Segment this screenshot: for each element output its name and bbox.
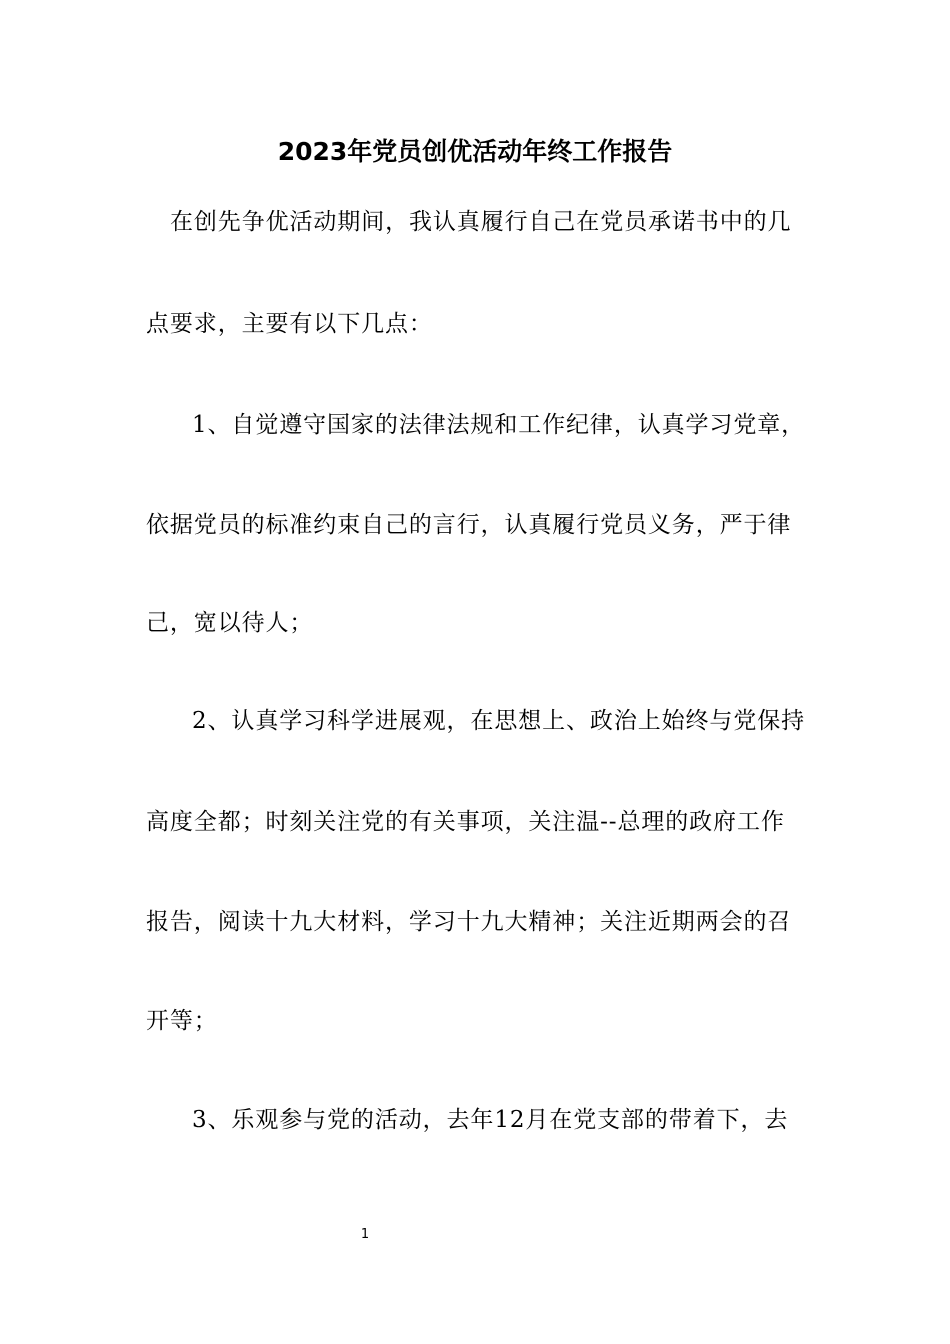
paragraph-line-3: 1、自觉遵守国家的法律法规和工作纪律，认真学习党章，: [192, 412, 806, 438]
document-title: 2023年党员创优活动年终工作报告: [277, 137, 673, 166]
paragraph-line-2: 点要求，主要有以下几点：: [146, 311, 433, 337]
paragraph-line-1: 在创先争优活动期间，我认真履行自己在党员承诺书中的几: [170, 209, 792, 235]
paragraph-line-7: 高度全都；时刻关注党的有关事项，关注温--总理的政府工作: [146, 809, 785, 835]
page-number: 1: [360, 1227, 370, 1242]
paragraph-line-9: 开等；: [146, 1008, 218, 1034]
paragraph-line-5: 己，宽以待人；: [146, 610, 314, 636]
paragraph-line-6: 2、认真学习科学进展观，在思想上、政治上始终与党保持: [192, 708, 806, 734]
paragraph-line-10: 3、乐观参与党的活动，去年12月在党支部的带着下，去: [192, 1107, 789, 1133]
paragraph-line-4: 依据党员的标准约束自己的言行，认真履行党员义务，严于律: [146, 512, 792, 538]
paragraph-line-8: 报告，阅读十九大材料，学习十九大精神；关注近期两会的召: [146, 909, 792, 935]
